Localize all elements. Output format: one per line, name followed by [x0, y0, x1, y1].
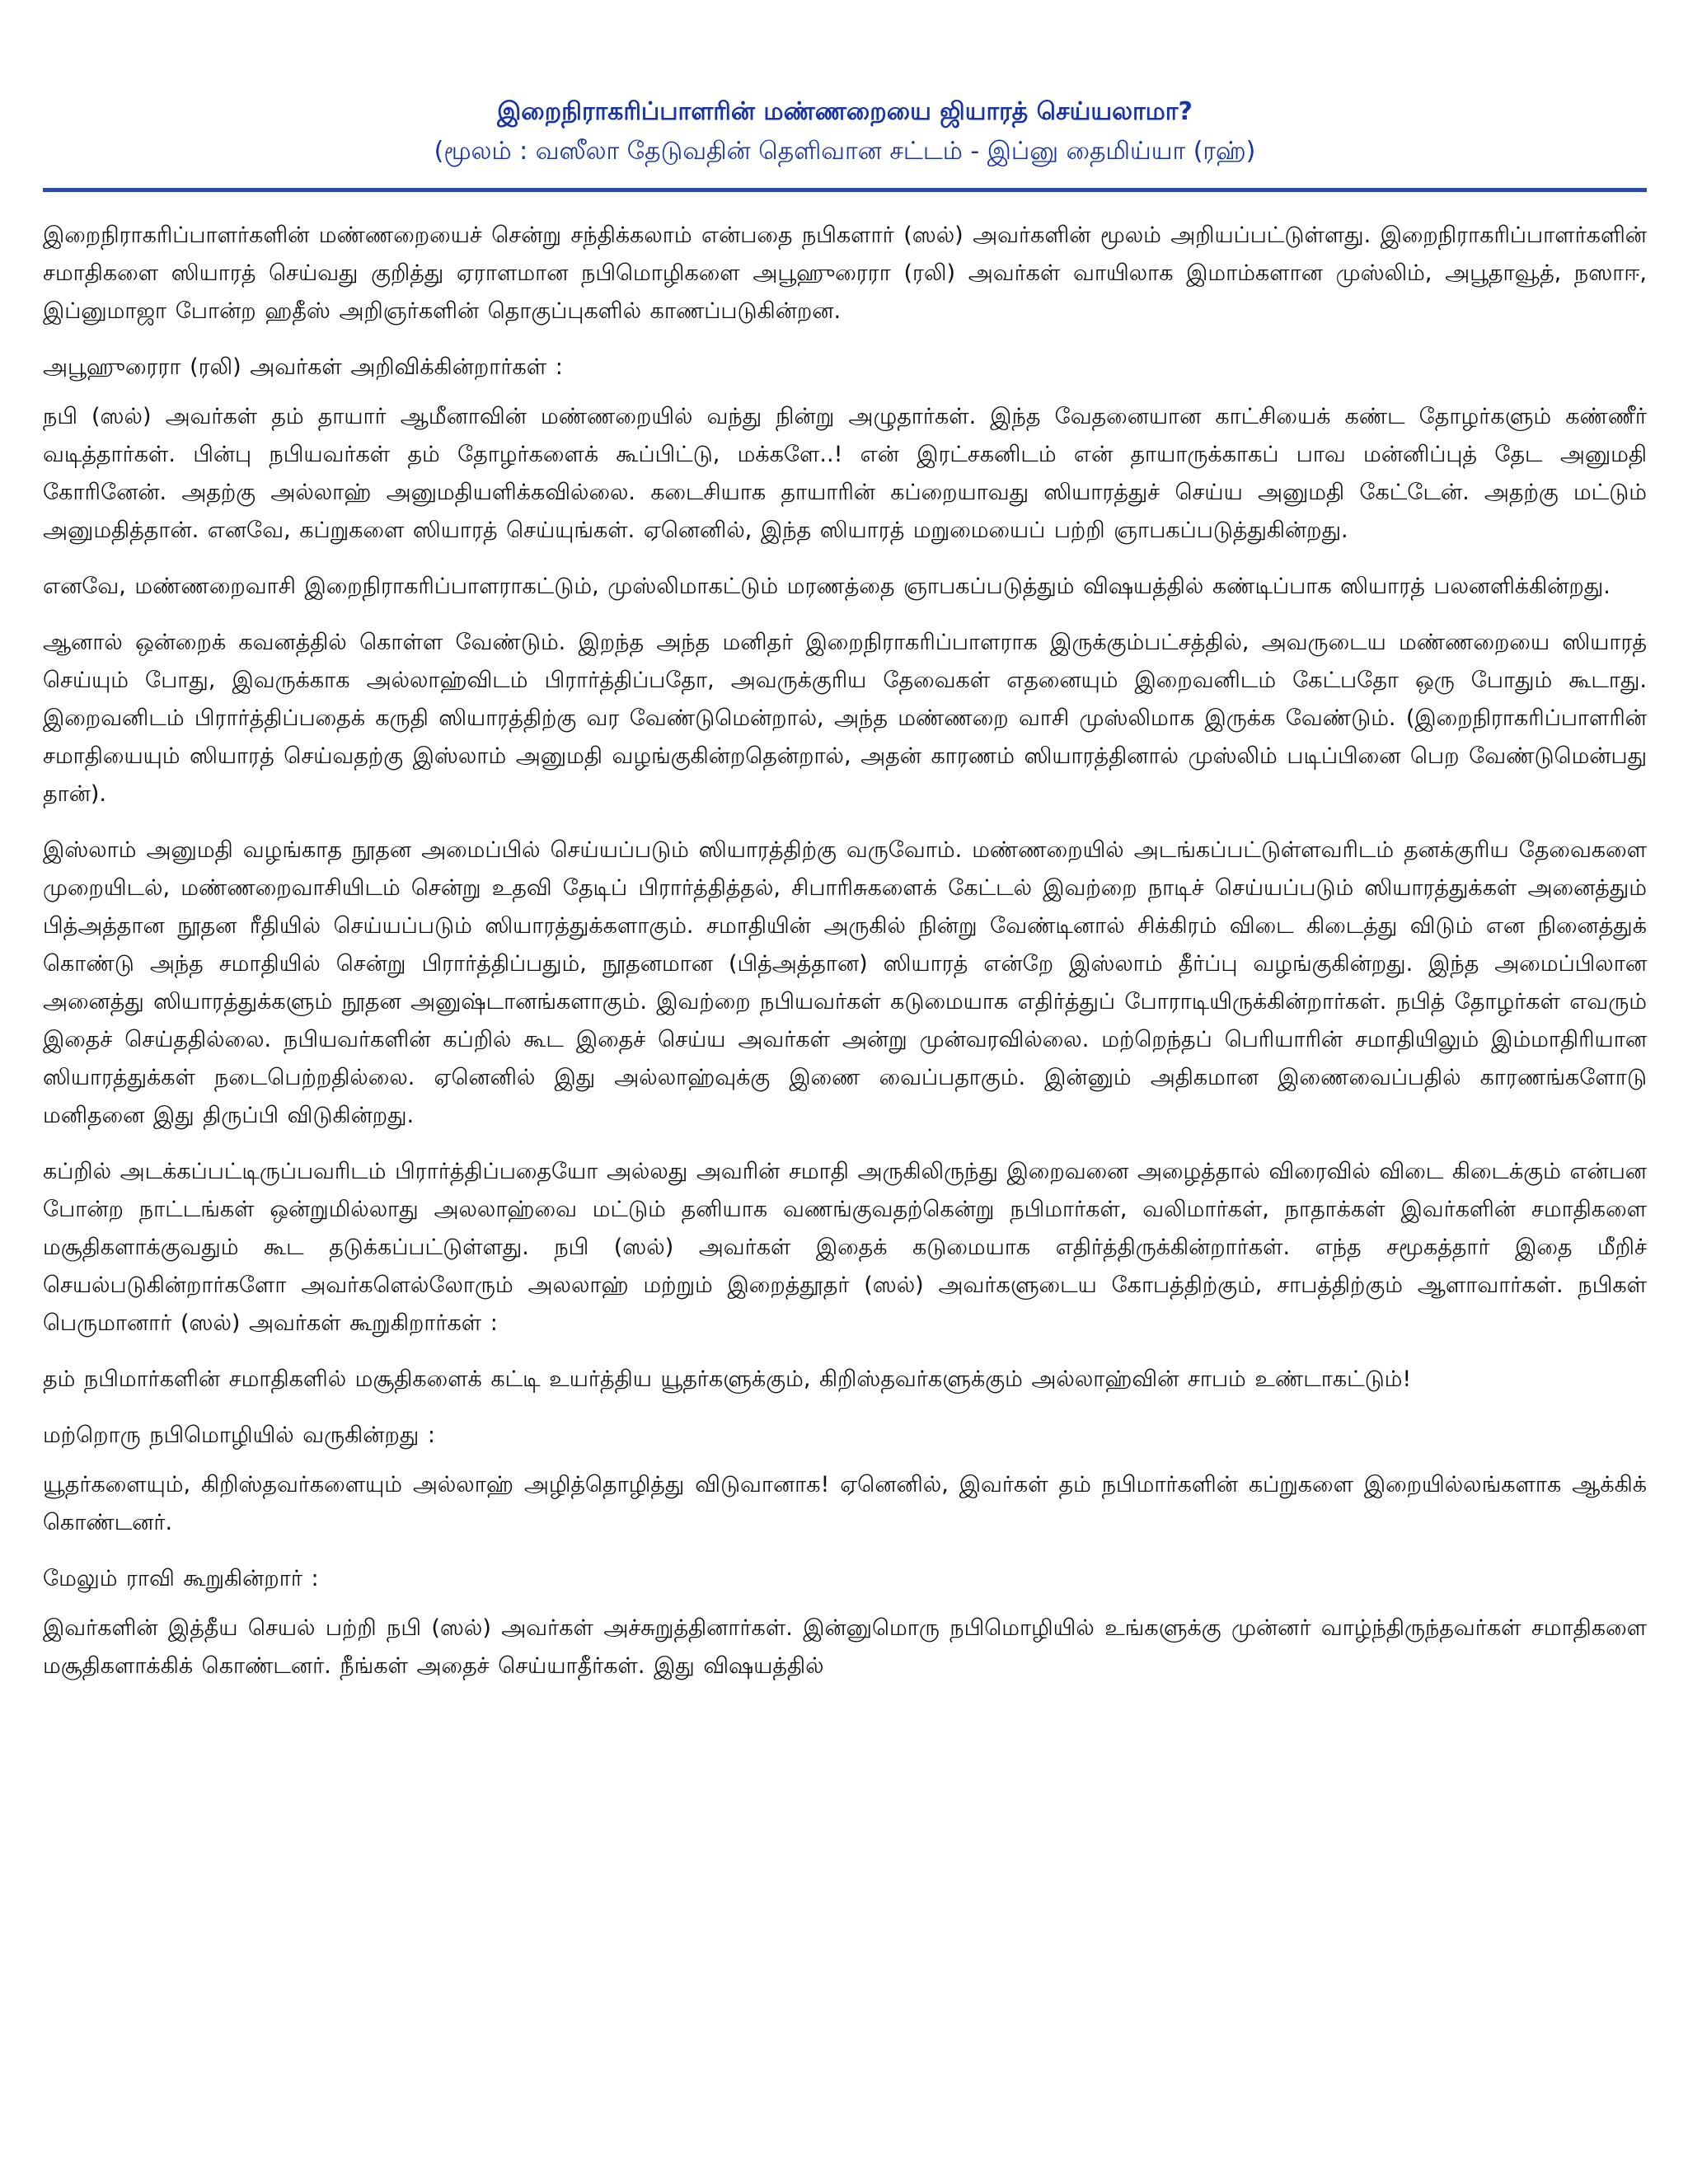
paragraph-narrator: அபூஹுரைரா (ரலி) அவர்கள் அறிவிக்கின்றார்கள் :: [43, 354, 563, 380]
paragraph-mosques-on-graves: கப்றில் அடக்கப்பட்டிருப்பவரிடம் பிரார்த்திப்பதையோ அல்லது அவரின் சமாதி அருகிலிருந்து இறைவனை அழைத்தால் விரைவில் விடை கிடைக்கும் என்பன போன்ற நாட்டங்கள் ஒன்றுமில்லாது அலலாஹ்வை மட்டும் தனியாக வணங்குவதற்கென்று நபிமார்கள், வலிமார்கள், நாதாக்கள் இவர்களின் சமாதிகளை மசூதிகளாக்குவதும் கூட தடுக்கப்பட்டுள்ளது. நபி (ஸல்) அவர்கள் இதைக் கடுமையாக எதிர்த்திருக்கின்றார்கள். எந்த சமூகத்தார் இதை மீறிச் செயல்படுகின்றார்களோ அவர்களெல்லோரும் அலலாஹ் மற்றும் இறைத்தூதர் (ஸல்) அவர்களுடைய கோபத்திற்கும், சாபத்திற்கும் ஆளாவார்கள். நபிகள் பெருமானார் (ஸல்) அவர்கள் கூறுகிறார்கள் :: [43, 1159, 1647, 1336]
paragraph-hadith-mother-grave: நபி (ஸல்) அவர்கள் தம் தாயார் ஆமீனாவின் மண்ணறையில் வந்து நின்று அழுதார்கள். இந்த வேதனையான காட்சியைக் கண்ட தோழர்களும் கண்ணீர் வடித்தார்கள். பின்பு நபியவர்கள் தம் தோழர்களைக் கூப்பிட்டு, மக்களே..! என் இரட்சகனிடம் என் தாயாருக்காகப் பாவ மன்னிப்புத் தேட அனுமதி கோரினேன். அதற்கு அல்லாஹ் அனுமதியளிக்கவில்லை. கடைசியாக தாயாரின் கப்றையாவது ஸியாரத்துச் செய்ய அனுமதி கேட்டேன். அதற்கு மட்டும் அனுமதித்தான். எனவே, கப்றுகளை ஸியாரத் செய்யுங்கள். ஏனெனில், இந்த ஸியாரத் மறுமையைப் பற்றி ஞாபகப்படுத்துகின்றது.: [43, 404, 1647, 543]
document-source: (மூலம் : வஸீலா தேடுவதின் தெளிவான சட்டம் - இப்னு தைமிய்யா (ரஹ்): [434, 137, 1256, 166]
paragraph-warning: இவர்களின் இத்தீய செயல் பற்றி நபி (ஸல்) அவர்கள் அச்சுறுத்தினார்கள். இன்னுமொரு நபிமொழியில் உங்களுக்கு முன்னர் வாழ்ந்திருந்தவர்கள் சமாதிகளை மசூதிகளாக்கிக் கொண்டனர். நீங்கள் அதைச் செய்யாதீர்கள். இது விஷயத்தில்: [43, 1615, 1647, 1679]
document-title: இறைநிராகரிப்பாளரின் மண்ணறையை ஜியாரத் செய்யலாமா?: [497, 97, 1193, 126]
header-divider: [43, 188, 1647, 192]
paragraph-innovation: இஸ்லாம் அனுமதி வழங்காத நூதன அமைப்பில் செய்யப்படும் ஸியாரத்திற்கு வருவோம். மண்ணறையில் அடங்கப்பட்டுள்ளவரிடம் தனக்குரிய தேவைகளை முறையிடல், மண்ணறைவாசியிடம் சென்று உதவி தேடிப் பிரார்த்தித்தல், சிபாரிசுகளைக் கேட்டல் இவற்றை நாடிச் செய்யப்படும் ஸியாரத்துக்கள் அனைத்தும் பித்அத்தான நூதன ரீதியில் செய்யப்படும் ஸியாரத்துக்களாகும். சமாதியின் அருகில் நின்று வேண்டினால் சிக்கிரம் விடை கிடைத்து விடும் என நினைத்துக் கொண்டு அந்த சமாதியில் சென்று பிரார்த்திப்பதும், நூதனமான (பித்அத்தான) ஸியாரத் என்றே இஸ்லாம் தீர்ப்பு வழங்குகின்றது. இந்த அமைப்பிலான அனைத்து ஸியாரத்துக்களும் நூதன அனுஷ்டானங்களாகும். இவற்றை நபியவர்கள் கடுமையாக எதிர்த்துப் போராடியிருக்கின்றார்கள். நபித் தோழர்கள் எவரும் இதைச் செய்ததில்லை. நபியவர்களின் கப்றில் கூட இதைச் செய்ய அவர்கள் அன்று முன்வரவில்லை. மற்றெந்தப் பெரியாரின் சமாதியிலும் இம்மாதிரியான ஸியாரத்துக்கள் நடைபெற்றதில்லை. ஏனெனில் இது அல்லாஹ்வுக்கு இணை வைப்பதாகும். இன்னும் அதிகமான இணைவைப்பதில் காரணங்களோடு மனிதனை இது திருப்பி விடுகின்றது.: [43, 837, 1647, 1128]
paragraph-intro: இறைநிராகரிப்பாளர்களின் மண்ணறையைச் சென்று சந்திக்கலாம் என்பதை நபிகளார் (ஸல்) அவர்களின் மூலம் அறியப்பட்டுள்ளது. இறைநிராகரிப்பாளர்களின் சமாதிகளை ஸியாரத் செய்வது குறித்து ஏராளமான நபிமொழிகளை அபூஹுரைரா (ரலி) அவர்கள் வாயிலாக இமாம்களான முஸ்லிம், அபூதாவூத், நஸாஈ, இப்னுமாஜா போன்ற ஹதீஸ் அறிஞர்களின் தொகுப்புகளில் காணப்படுகின்றன.: [43, 223, 1647, 324]
paragraph-another-hadith: மற்றொரு நபிமொழியில் வருகின்றது :: [43, 1422, 435, 1448]
paragraph-destroy-hadith: யூதர்களையும், கிறிஸ்தவர்களையும் அல்லாஹ் அழித்தொழித்து விடுவானாக! ஏனெனில், இவர்கள் தம் நபிமார்களின் கப்றுகளை இறையில்லங்களாக ஆக்கிக் கொண்டனர்.: [43, 1472, 1647, 1535]
paragraph-curse-hadith: தம் நபிமார்களின் சமாதிகளில் மசூதிகளைக் கட்டி உயர்த்திய யூதர்களுக்கும், கிறிஸ்தவர்களுக்கும் அல்லாஹ்வின் சாபம் உண்டாகட்டும்!: [43, 1366, 1412, 1392]
paragraph-caution: ஆனால் ஒன்றைக் கவனத்தில் கொள்ள வேண்டும். இறந்த அந்த மனிதர் இறைநிராகரிப்பாளராக இருக்கும்பட்சத்தில், அவருடைய மண்ணறையை ஸியாரத் செய்யும் போது, இவருக்காக அல்லாஹ்விடம் பிரார்த்திப்பதோ, அவருக்குரிய தேவைகள் எதனையும் இறைவனிடம் கேட்பதோ ஒரு போதும் கூடாது. இறைவனிடம் பிரார்த்திப்பதைக் கருதி ஸியாரத்திற்கு வர வேண்டுமென்றால், அந்த மண்ணறை வாசி முஸ்லிமாக இருக்க வேண்டும். (இறைநிராகரிப்பாளரின் சமாதியையும் ஸியாரத் செய்வதற்கு இஸ்லாம் அனுமதி வழங்குகின்றதென்றால், அதன் காரணம் ஸியாரத்தினால் முஸ்லிம் படிப்பினை பெற வேண்டுமென்பது தான்).: [43, 630, 1647, 807]
paragraph-benefit: எனவே, மண்ணறைவாசி இறைநிராகரிப்பாளராகட்டும், முஸ்லிமாகட்டும் மரணத்தை ஞாபகப்படுத்தும் விஷயத்தில் கண்டிப்பாக ஸியாரத் பலனளிக்கின்றது.: [43, 574, 1611, 599]
paragraph-narrator-says: மேலும் ராவி கூறுகின்றார் :: [43, 1566, 319, 1591]
